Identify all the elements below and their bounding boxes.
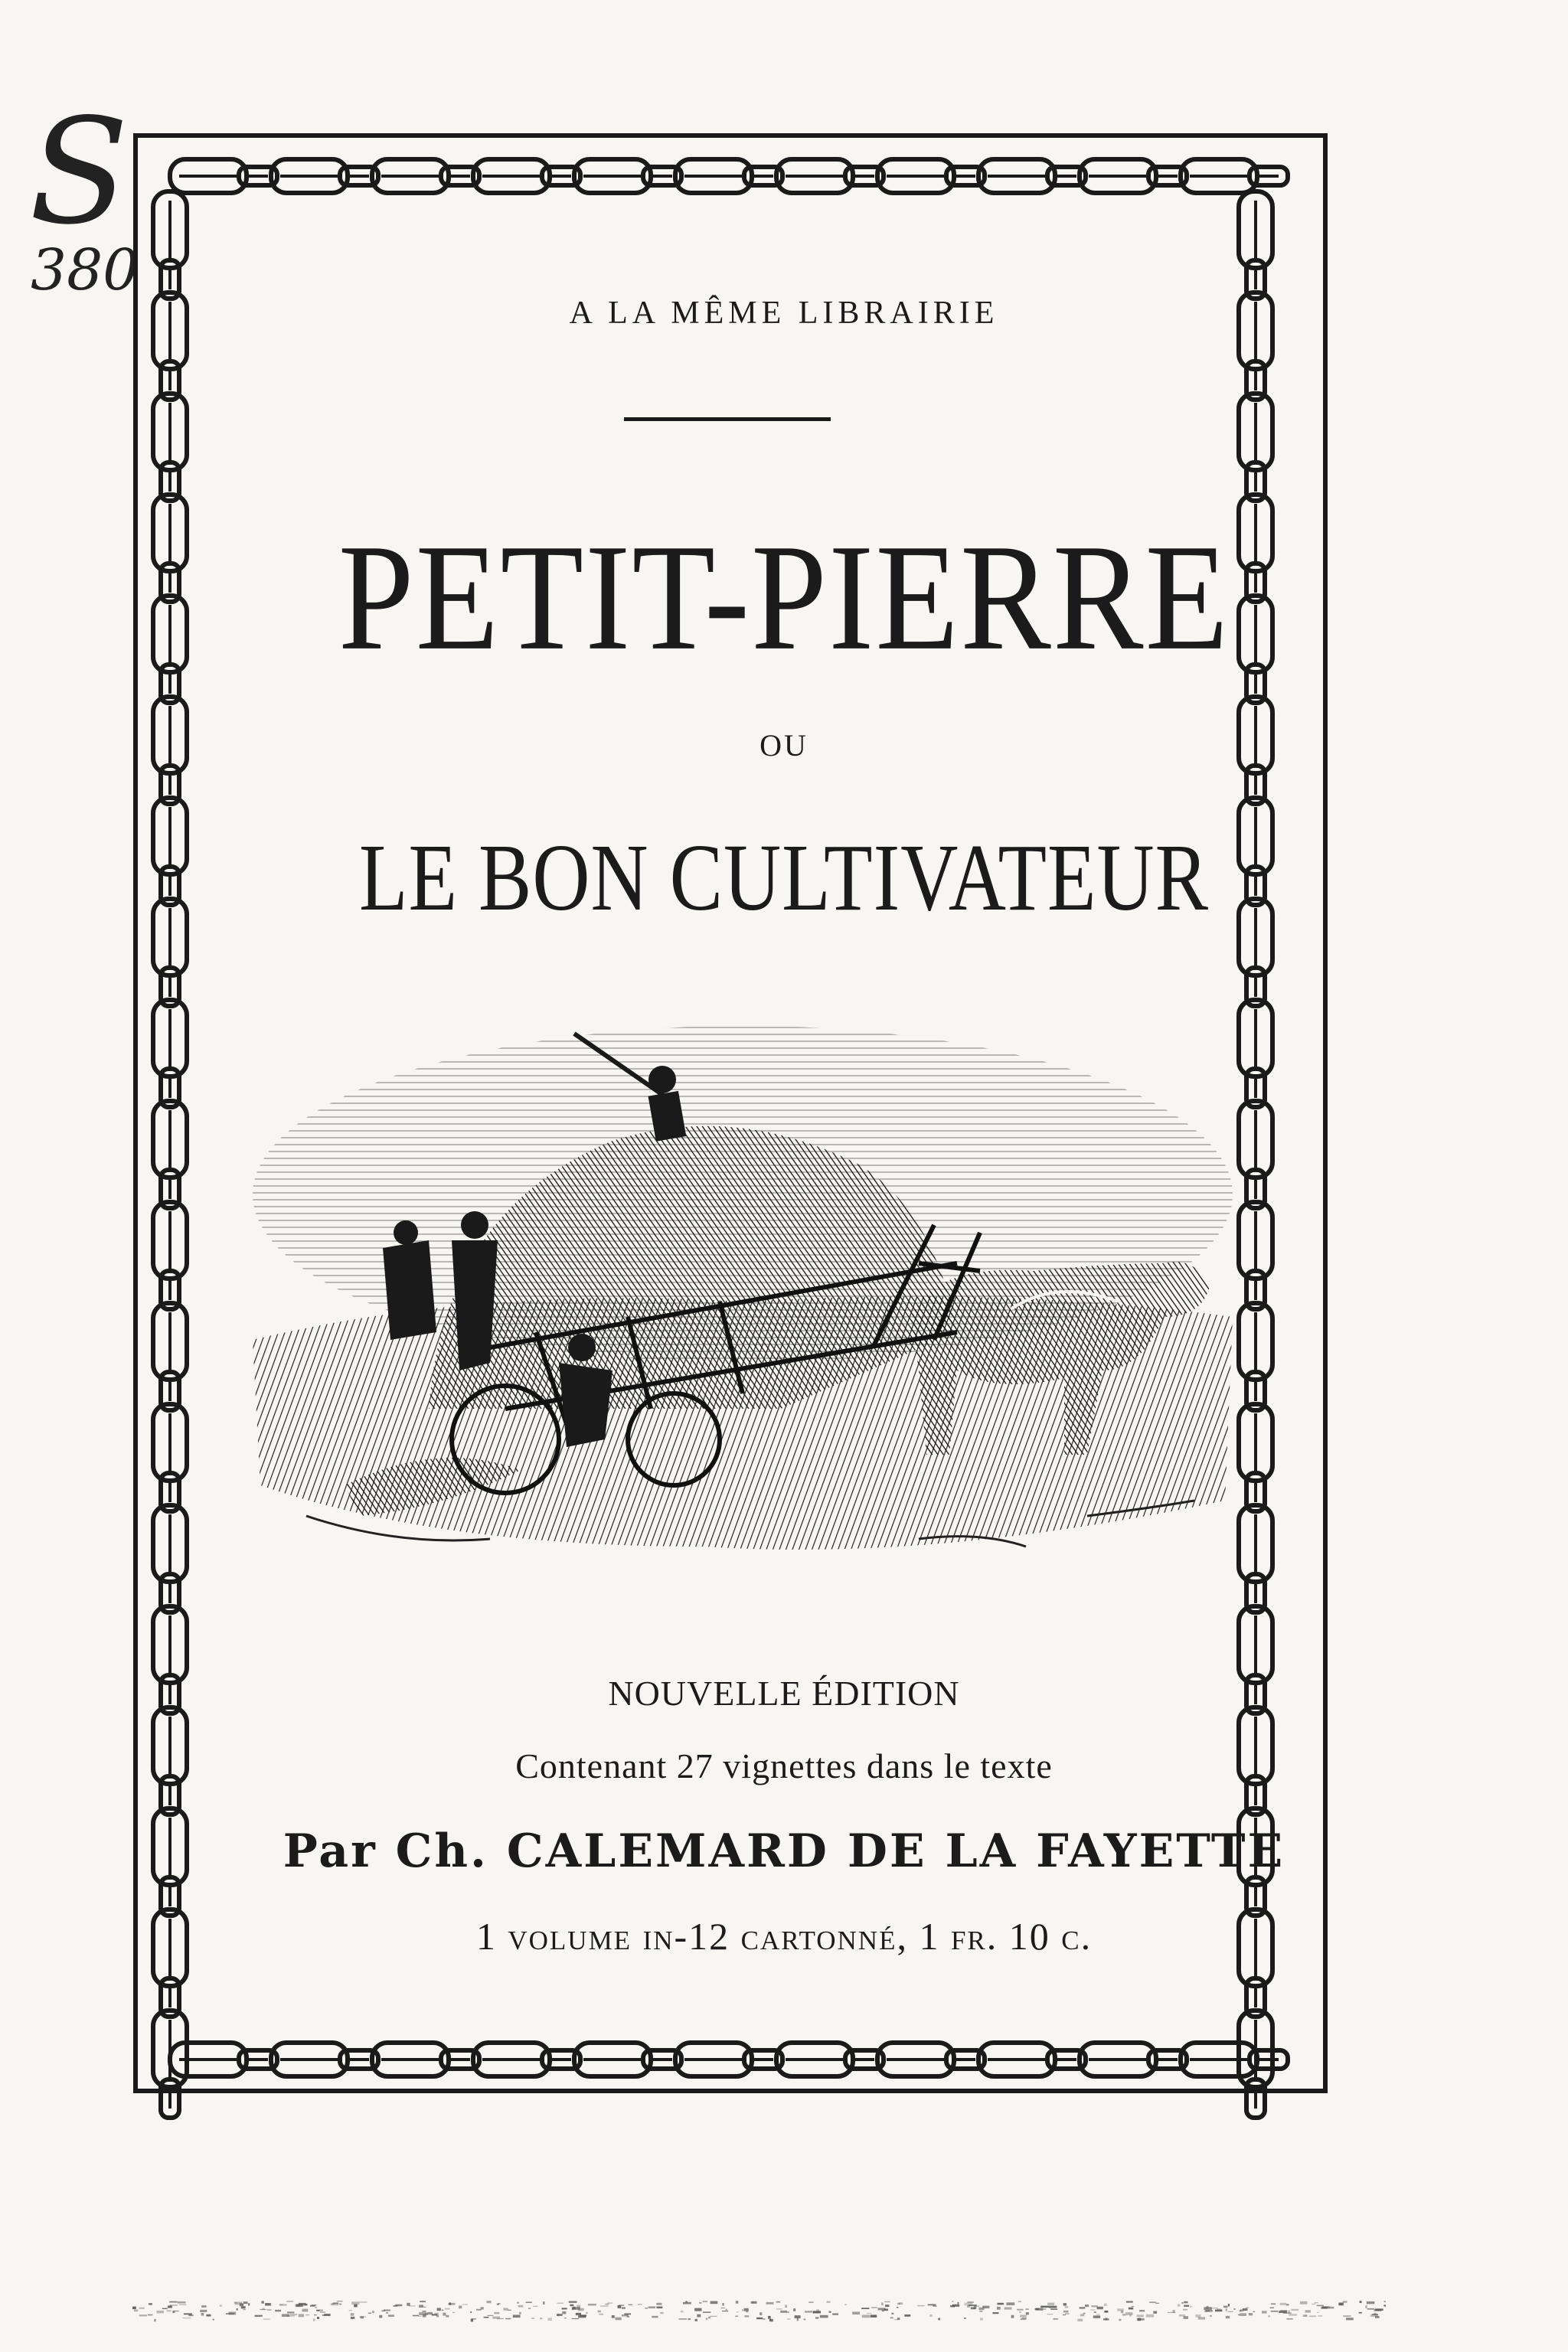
title-conjunction: OU [760, 728, 808, 763]
book-subtitle: LE BON CULTIVATEUR [358, 825, 1210, 931]
shelfmark-letter: S [29, 87, 129, 256]
book-title: PETIT-PIERRE [338, 511, 1230, 682]
header-divider [624, 417, 831, 421]
harvest-oxcart-engraving-icon [245, 1011, 1240, 1562]
edition-line: NOUVELLE ÉDITION [608, 1674, 960, 1713]
publisher-header: A LA MÊME LIBRAIRIE [569, 296, 999, 331]
vignettes-note: Contenant 27 vignettes dans le texte [515, 1746, 1053, 1785]
price-line: 1 volume in-12 cartonné, 1 fr. 10 c. [475, 1915, 1093, 1958]
author-line: Par Ch. CALEMARD DE LA FAYETTE [283, 1824, 1285, 1878]
scan-noise [130, 2301, 1386, 2324]
shelfmark-number: 380 [31, 237, 139, 303]
